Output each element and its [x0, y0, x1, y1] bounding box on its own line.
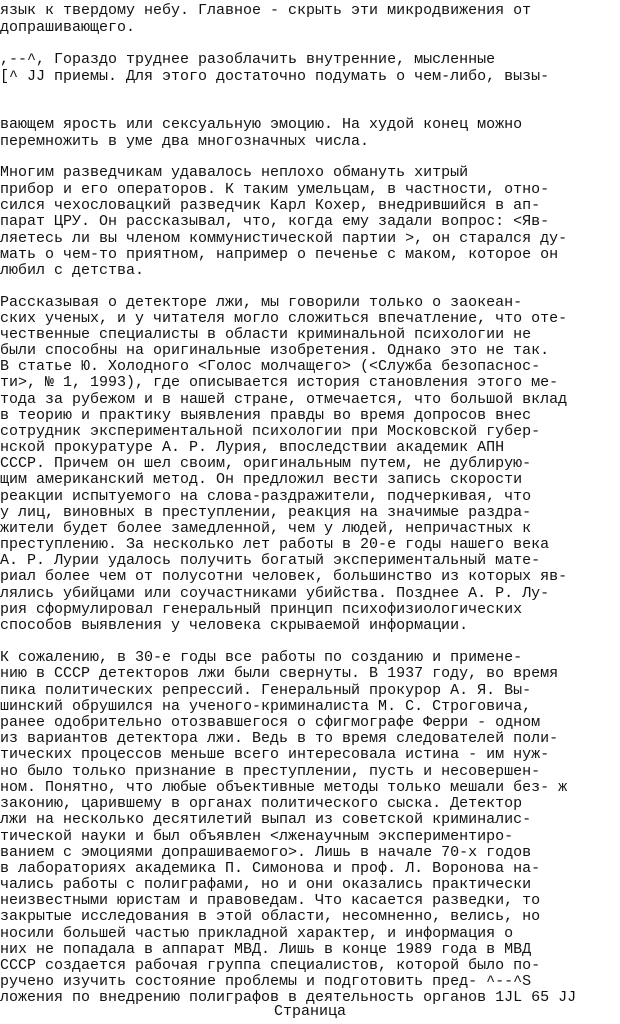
text-line: СССР. Причем он шел своим, оригинальным путем, не дублирую-: [0, 455, 532, 472]
text-line: лялись убийцами или соучастниками убийства. Позднее А. Р. Лу-: [0, 585, 550, 602]
text-line: перемножить в уме два многозначных числа.: [0, 133, 370, 150]
text-line: были способны на оригинальные изобретения. Однако это не так.: [0, 342, 550, 359]
text-line: тических процессов меньше всего интересовала истина - им нуж-: [0, 746, 550, 763]
text-line: нской прокуратуре А. Р. Лурия, впоследствии академик АПН: [0, 439, 505, 456]
text-line: ном. Понятно, что любые объективные методы только мешали без- ж: [0, 779, 568, 796]
text-line: ложения по внедрению полиграфов в деятельность органов 1JL 65 JJ: [0, 989, 577, 1006]
text-line: ти>, № 1, 1993), где описывается история становления этого ме-: [0, 374, 559, 391]
text-line: в лабораториях академика П. Симонова и проф. Л. Воронова на-: [0, 860, 541, 877]
text-line: мать о чем-то приятном, например о печенье с маком, которое он: [0, 246, 559, 263]
text-line: реакции испытуемого на слова-раздражители, подчеркивая, что: [0, 488, 532, 505]
text-line: преступлению. За несколько лет работы в 20-е годы нашего века: [0, 536, 550, 553]
text-line: ванием с эмоциями допрашиваемого>. Лишь в начале 70-х годов: [0, 844, 532, 861]
text-line: А. Р. Лурии удалось получить богатый экспериментальный мате-: [0, 552, 541, 569]
text-line: парат ЦРУ. Он рассказывал, что, когда ему задали вопрос: <Яв-: [0, 213, 550, 230]
text-line: [^ JJ приемы. Для этого достаточно подумать о чем-либо, вызы-: [0, 68, 550, 85]
text-line: закрытые исследования в этой области, несомненно, велись, но: [0, 908, 541, 925]
text-line: но было только признание в преступлении, пусть и несовершен-: [0, 763, 541, 780]
page-footer: Страница: [273, 1003, 346, 1020]
text-line: неизвестными юристам и правоведам. Что касается разведки, то: [0, 892, 541, 909]
text-line: вающем ярость или сексуальную эмоцию. На худой конец можно: [0, 116, 523, 133]
text-line: сотрудник экспериментальной психологии при Московской губер-: [0, 423, 541, 440]
text-line: тода за рубежом и в нашей стране, отмечается, что большой вклад: [0, 391, 568, 408]
text-line: ских ученых, и у читателя могло сложиться впечатление, что оте-: [0, 310, 568, 327]
text-line: допрашивающего.: [0, 19, 136, 36]
text-line: из вариантов детектора лжи. Ведь в то время следователей поли-: [0, 730, 559, 747]
text-line: язык к твердому небу. Главное - скрыть эти микродвижения от: [0, 2, 532, 19]
text-line: шинский обрушился на ученого-криминалиста М. С. Строговича,: [0, 698, 532, 715]
text-line: Многим разведчикам удавалось неплохо обмануть хитрый: [0, 164, 469, 181]
text-line: ручено изучить состояние проблемы и подготовить пред- ^--^S: [0, 973, 532, 990]
text-line: щим американский метод. Он предложил вести запись скорости: [0, 471, 523, 488]
text-line: носили большей частью прикладной характер, и информация о: [0, 925, 514, 942]
text-line: сился чехословацкий разведчик Карл Кохер, внедрившийся в ап-: [0, 197, 541, 214]
text-line: способов выявления у человека скрываемой информации.: [0, 617, 469, 634]
text-line: лжи на несколько десятилетий выпал из советской криминалис-: [0, 811, 532, 828]
text-line: них не попадала в аппарат МВД. Лишь в конце 1989 года в МВД: [0, 941, 532, 958]
text-line: нию в СССР детекторов лжи были свернуты. В 1937 году, во время: [0, 665, 559, 682]
text-line: у лиц, виновных в преступлении, реакция на значимые раздра-: [0, 504, 532, 521]
text-line: ,--^, Гораздо труднее разоблачить внутренние, мысленные: [0, 51, 496, 68]
text-line: СССР создается рабочая группа специалистов, которой было по-: [0, 957, 541, 974]
text-line: В статье Ю. Холодного <Голос молчащего> (<Служба безопаснос-: [0, 358, 541, 375]
text-line: любил с детства.: [0, 262, 145, 279]
text-line: в теорию и практику выявления правды во время допросов внес: [0, 407, 532, 424]
text-line: пика политических репрессий. Генеральный прокурор А. Я. Вы-: [0, 682, 532, 699]
text-line: тической науки и был объявлен <лженаучным экспериментиро-: [0, 828, 514, 845]
text-line: ранее одобрительно отозвавшегося о сфигмографе Ферри - одном: [0, 714, 541, 731]
text-line: чались работы с полиграфами, но и они оказались практически: [0, 876, 532, 893]
text-line: ляетесь ли вы членом коммунистической партии >, он старался ду-: [0, 230, 568, 247]
text-line: К сожалению, в 30-е годы все работы по созданию и примене-: [0, 649, 523, 666]
text-line: прибор и его операторов. К таким умельцам, в частности, отно-: [0, 181, 550, 198]
text-line: жители будет более замедленной, чем у людей, непричастных к: [0, 520, 532, 537]
text-line: рия сформулировал генеральный принцип психофизиологических: [0, 601, 523, 618]
text-line: законию, царившему в органах политического сыска. Детектор: [0, 795, 523, 812]
text-line: Рассказывая о детекторе лжи, мы говорили только о заокеан-: [0, 294, 523, 311]
text-line: чественные специалисты в области криминальной психологии не: [0, 326, 532, 343]
text-line: риал более чем от полусотни человек, большинство из которых яв-: [0, 568, 568, 585]
